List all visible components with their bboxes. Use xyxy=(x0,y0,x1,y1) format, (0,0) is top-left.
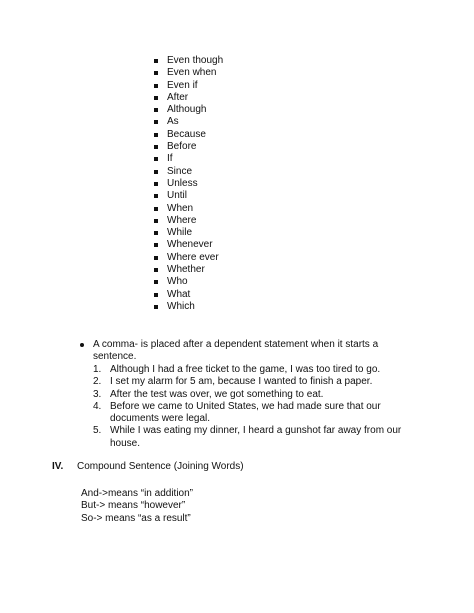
square-bullet-icon xyxy=(154,219,158,223)
square-bullet-icon xyxy=(154,157,158,161)
meaning-line: But-> means “however” xyxy=(81,500,186,512)
example-item xyxy=(80,364,410,376)
comma-rule-text: A comma- is placed after a dependent statement when it starts a sentence. xyxy=(93,339,379,363)
square-bullet-icon xyxy=(154,194,158,198)
square-bullet-icon xyxy=(154,243,158,247)
section-title: Compound Sentence (Joining Words) xyxy=(77,461,244,472)
example-number: 2. xyxy=(93,376,102,388)
square-bullet-icon xyxy=(154,71,158,75)
square-bullet-icon xyxy=(154,120,158,124)
square-bullet-icon xyxy=(154,108,158,112)
meaning-line: And->means “in addition” xyxy=(81,488,194,499)
square-bullet-icon xyxy=(154,59,158,63)
square-bullet-icon xyxy=(154,280,158,284)
example-item xyxy=(80,401,410,426)
example-text: While I was eating my dinner, I heard a gunshot far away from our house. xyxy=(110,425,402,449)
square-bullet-icon xyxy=(154,182,158,186)
example-number: 1. xyxy=(93,364,102,375)
example-text: After the test was over, we got something to eat. xyxy=(110,388,324,400)
square-bullet-icon xyxy=(154,268,158,272)
square-bullet-icon xyxy=(154,145,158,149)
example-item xyxy=(80,425,410,450)
example-number: 3. xyxy=(93,388,102,400)
square-bullet-icon xyxy=(154,84,158,88)
example-number: 4. xyxy=(93,400,102,412)
square-bullet-icon xyxy=(154,96,158,100)
round-bullet-icon xyxy=(80,343,84,347)
section-heading xyxy=(52,461,244,473)
example-text: Although I had a free ticket to the game, I was too tired to go. xyxy=(110,364,381,375)
square-bullet-icon xyxy=(154,293,158,297)
document-page: Even though Even when Even if After Although As Because Before If Since Unless Until When Where While Whenever Where ever Whether Who What Which A comma- is placed after a dependent statement when it starts a sentence. 1. Although I had a free ticket to the game, I was too tired to go. 2. I set my alarm for 5 am, because I wanted to finish a paper. 3. After the test was over, we got something to eat. 4. Before we came to United States, we had made sure that our documents were legal. 5. While I was eating my dinner, I heard a gunshot far away from our house. IV. Compound Sentence (Joining Words) And->means “in addition” But-> means “however” So-> means “as a result” xyxy=(0,0,474,613)
example-item xyxy=(80,376,410,388)
square-bullet-icon xyxy=(154,133,158,137)
square-bullet-icon xyxy=(154,207,158,211)
example-item xyxy=(80,389,410,401)
square-bullet-icon xyxy=(154,231,158,235)
example-text: Before we came to United States, we had made sure that our documents were legal. xyxy=(110,400,381,425)
square-bullet-icon xyxy=(154,256,158,260)
comma-rule-note xyxy=(80,339,410,364)
square-bullet-icon xyxy=(154,170,158,174)
meaning-line: So-> means “as a result” xyxy=(81,512,191,524)
joining-words-meanings xyxy=(81,488,193,525)
example-list xyxy=(80,364,410,450)
example-text: I set my alarm for 5 am, because I wanted to finish a paper. xyxy=(110,376,373,388)
example-number: 5. xyxy=(93,425,102,437)
square-bullet-icon xyxy=(154,305,158,309)
section-number: IV. xyxy=(52,461,64,472)
